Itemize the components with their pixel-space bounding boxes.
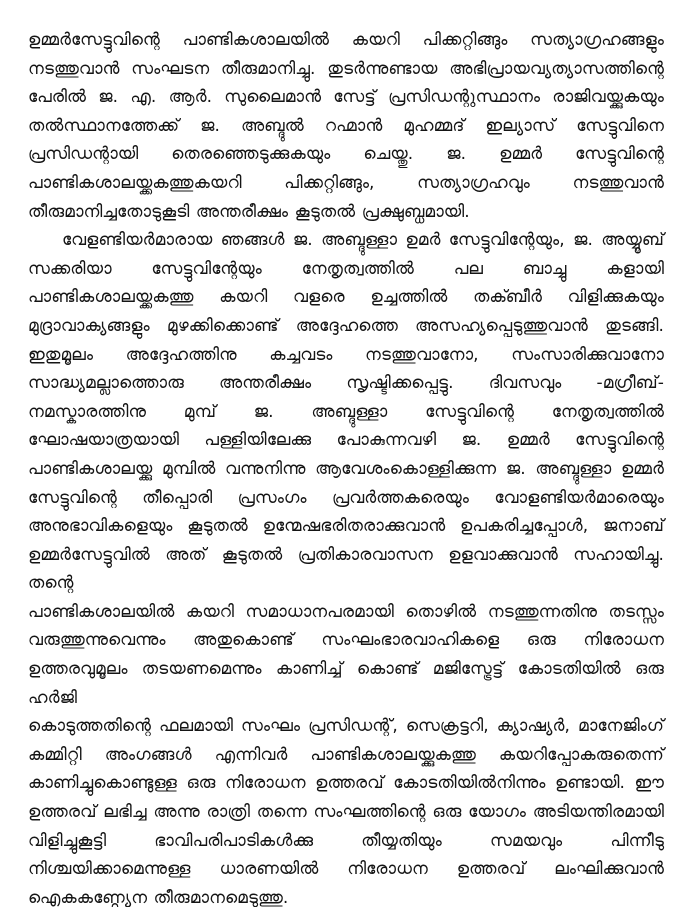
text-line: മുദ്രാവാക്യങ്ങളും മുഴക്കിക്കൊണ്ട് അദ്ദേഹത്തെ അസഹ്യപ്പെടുത്തുവാൻ തുടങ്ങി. <box>28 315 664 336</box>
text-line: ഘോഷയാത്രയായി പള്ളിയിലേക്കു പോകുന്നവഴി ജ. ഉമ്മർ സേട്ടുവിന്റെ <box>28 430 664 451</box>
text-line: പ്രസിഡന്റായി തെരഞ്ഞെടുക്കുകയും ചെയ്തു. ജ. ഉമ്മർ സേട്ടുവിന്റെ <box>28 144 664 165</box>
text-line: അനുഭാവികളെയും കൂടുതൽ ഉന്മേഷഭരിതരാക്കുവാൻ ഉപകരിച്ചപ്പോൾ, ജനാബ് <box>28 516 664 537</box>
text-line: ഐകകണ്ഠ്യേന തീരുമാനമെടുത്തു. <box>28 887 289 907</box>
text-line: വിളിച്ചുകൂട്ടി ഭാവിപരിപാടികൾക്കു തീയ്യതിയും സമയവും പിന്നീടു <box>28 830 664 851</box>
text-line: നമസ്കാരത്തിനു മുമ്പ് ജ. അബ്ദുള്ളാ സേട്ടുവിന്റെ നേതൃത്വത്തിൽ <box>28 401 664 422</box>
text-line: തീരുമാനിച്ചതോടുകൂടി അന്തരീക്ഷം കൂടുതൽ പ്രക്ഷുബ്ധമായി. <box>28 201 470 222</box>
text-line: വരുത്തുന്നുവെന്നും അതുകൊണ്ട് സംഘംഭാരവാഹികളെ ഒരു നിരോധന <box>28 630 664 651</box>
text-line: തൽസ്ഥാനത്തേക്ക് ജ. അബ്ദുൽ റഹ്മാൻ മുഹമ്മദ് ഇല്യാസ് സേട്ടുവിനെ <box>28 115 664 136</box>
text-line: പാണ്ടികശാലയ്ക്കകത്തു കയറി വളരെ ഉച്ചത്തിൽ തക്ബീർ വിളിക്കുകയും <box>28 287 664 308</box>
text-line: നടത്തുവാൻ സംഘടന തീരുമാനിച്ചു. തുടർന്നുണ്ടായ അഭിപ്രായവ്യത്യാസത്തിന്റെ <box>28 58 664 79</box>
paragraph <box>28 226 664 907</box>
text-line: സേട്ടുവിന്റെ തീപ്പൊരി പ്രസംഗം പ്രവർത്തകരെയും വോളണ്ടിയർമാരെയും <box>28 487 664 508</box>
text-line: പാണ്ടികശാലയ്ക്കകത്തുകയറി പിക്കറ്റിങ്ങും, സത്യാഗ്രഹവും നടത്തുവാൻ <box>28 172 664 193</box>
text-line: വേളണ്ടിയർമാരായ ഞങ്ങൾ ജ. അബ്ദുള്ളാ ഉമർ സേട്ടുവിന്റേയും, ജ. അയ്യൂബ് <box>62 230 664 251</box>
paragraph <box>28 26 664 226</box>
text-line: ഉമ്മർസേട്ടുവിൽ അത് കൂടുതൽ പ്രതികാരവാസന ഉളവാക്കുവാൻ സഹായിച്ചു. തന്റെ <box>28 544 664 594</box>
text-line: ഉത്തരവുമൂലം തടയണമെന്നും കാണിച്ച് കൊണ്ട് മജിസ്ട്രേട്ട് കോടതിയിൽ ഒരു ഹർജി <box>28 659 664 708</box>
text-line: ഉമ്മർസേട്ടുവിന്റെ പാണ്ടികശാലയിൽ കയറി പിക്കറ്റിങ്ങും സത്യാഗ്രഹങ്ങളും <box>28 30 664 50</box>
text-line: പാണ്ടികശാലയിൽ കയറി സമാധാനപരമായി തൊഴിൽ നടത്തുന്നതിനു തടസ്സം <box>28 601 664 622</box>
text-line: കൊടുത്തതിന്റെ ഫലമായി സംഘം പ്രസിഡന്റ്, സെക്രട്ടറി, ക്യാഷ്യർ, മാനേജിംഗ് <box>28 716 664 737</box>
text-line: കാണിച്ചുകൊണ്ടുള്ള ഒരു നിരോധന ഉത്തരവ് കോടതിയിൽനിന്നും ഉണ്ടായി. ഈ <box>28 773 664 794</box>
text-line: ഉത്തരവ് ലഭിച്ച അന്നു രാത്രി തന്നെ സംഘത്തിന്റെ ഒരു യോഗം അടിയന്തിരമായി <box>28 802 664 823</box>
text-line: സക്കരിയാ സേട്ടുവിന്റേയും നേതൃത്വത്തിൽ പല ബാച്ചു കളായി <box>28 258 664 279</box>
text-line: ഇതുമൂലം അദ്ദേഹത്തിനു കച്ചവടം നടത്തുവാനോ, സംസാരിക്കുവാനോ <box>28 344 664 365</box>
text-line: സാദ്ധ്യമല്ലാത്തൊരു അന്തരീക്ഷം സൃഷ്ടിക്കപ്പെട്ടു. ദിവസവും -മഗ്രീബ്- <box>28 373 664 394</box>
text-line: പേരിൽ ജ. എ. ആർ. സുലൈമാൻ സേട്ട് പ്രസിഡന്റുസ്ഥാനം രാജിവയ്ക്കുകയും <box>28 87 664 108</box>
text-line: പാണ്ടികശാലയ്ക്കു മുമ്പിൽ വന്നുനിന്നു ആവേശംകൊള്ളിക്കുന്ന ജ. അബ്ദുള്ളാ ഉമ്മർ <box>28 458 664 479</box>
text-line: നിശ്ചയിക്കാമെന്നുള്ള ധാരണയിൽ നിരോധന ഉത്തരവ് ലംഘിക്കുവാൻ <box>28 859 664 880</box>
text-line: കമ്മിറ്റി അംഗങ്ങൾ എന്നിവർ പാണ്ടികശാലയ്ക്കുകത്തു കയറിപ്പോകരുതെന്ന് <box>28 744 664 765</box>
document-body <box>28 26 664 907</box>
